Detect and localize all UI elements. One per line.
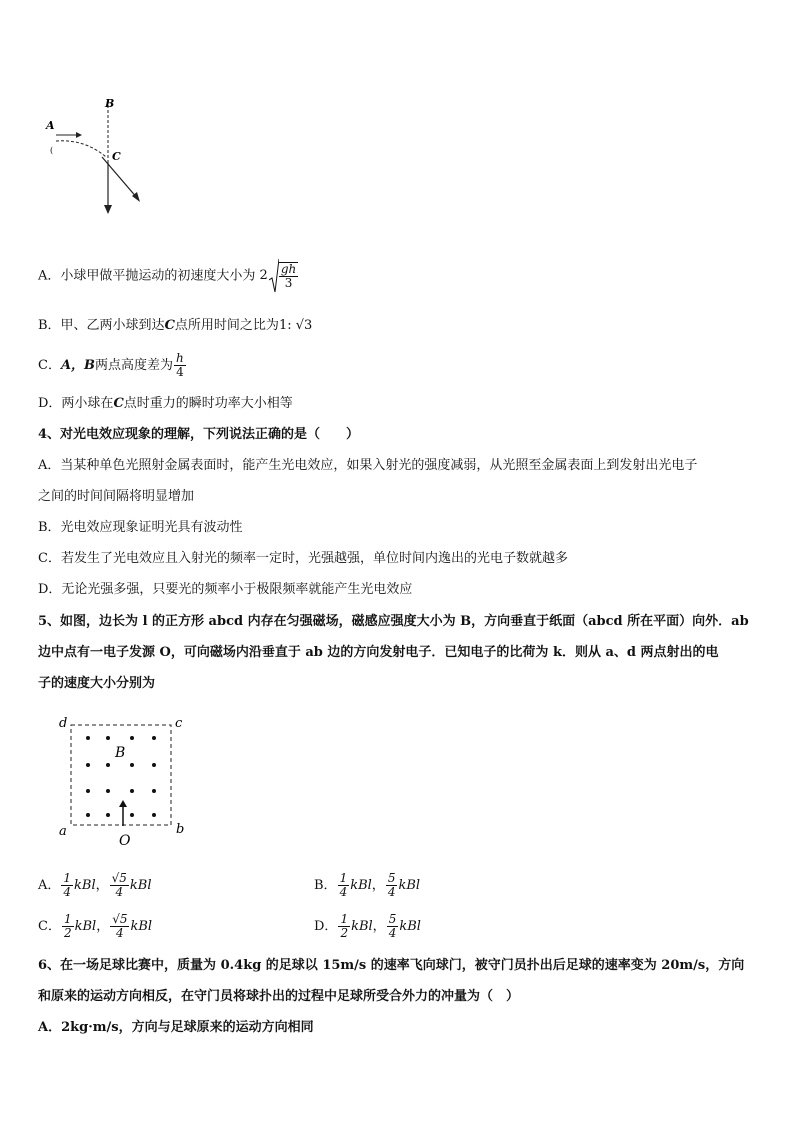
q3-option-b-text: B．甲、乙两小球到达 [38, 318, 165, 333]
q5-option-a [38, 872, 152, 899]
sep: ， [372, 919, 386, 934]
fig2-label-c: c [175, 716, 183, 731]
electron-arrow-head [119, 800, 127, 807]
q3-option-b [38, 318, 312, 334]
frac-1 [338, 872, 350, 899]
fig2-label-d: d [59, 716, 68, 731]
q3-option-b-tail: 点所用时间之比为 [174, 318, 279, 333]
q3-option-b-math: 1: √3 [278, 318, 313, 333]
kbl: kBl [129, 878, 152, 893]
kbl: kBl [350, 878, 372, 893]
kbl: kBl [130, 919, 153, 934]
q4-option-c: C．若发生了光电效应且入射光的频率一定时，光强越强，单位时间内逸出的光电子数就越多 [38, 551, 568, 566]
q5-stem-line2: 边中点有一电子发源 O，可向磁场内沿垂直于 ab 边的方向发射电子．已知电子的比荷为 k．则从 a、d 两点射出的电 [38, 645, 719, 660]
q3-option-d-text: D．两小球在 [38, 396, 114, 411]
frac-1 [61, 872, 73, 899]
frac-num: gh [280, 262, 297, 276]
q3-option-a-text: A．小球甲做平抛运动的初速度大小为 [38, 268, 256, 284]
den: 4 [63, 885, 72, 899]
q3-option-d [38, 396, 293, 412]
num: 5 [387, 871, 396, 885]
frac-2 [386, 872, 398, 899]
fig2-label-a: a [59, 824, 67, 839]
fig2-label-b: b [176, 822, 185, 837]
q5-option-d [314, 913, 421, 940]
q3-option-a-math [260, 258, 300, 294]
square-abcd [71, 725, 171, 825]
q3-option-c-tail: 两点高度差为 [95, 358, 174, 373]
den: 4 [115, 885, 124, 899]
q4-option-d: D．无论光强多强，只要光的频率小于极限频率就能产生光电效应 [38, 582, 413, 597]
kbl: kBl [398, 878, 421, 893]
q4-stem: 4、对光电效应现象的理解，下列说法正确的是（ ） [38, 427, 360, 442]
fig1-label-c: C [112, 150, 121, 163]
q3-option-c-label: C． [38, 358, 61, 373]
q5-option-b [314, 872, 420, 899]
projectile-figure [40, 95, 150, 220]
num: 1 [63, 871, 72, 885]
q6-stem-line2: 和原来的运动方向相反，在守门员将球扑出的过程中足球所受合外力的冲量为（ ） [38, 989, 520, 1004]
kbl: kBl [399, 919, 421, 934]
num: √5 [112, 912, 128, 926]
opt-label: B． [314, 878, 337, 893]
vertical-arrow-head [104, 205, 112, 214]
q5-stem-line1: 5、如图，边长为 l 的正方形 abcd 内存在匀强磁场，磁感应强度大小为 B，方向垂直于纸面（abcd 所在平面）向外．ab [38, 614, 749, 629]
kbl: kBl [74, 878, 96, 893]
q4-option-a-line1: A．当某种单色光照射金属表面时，能产生光电效应，如果入射光的强度减弱，从光照至金属表面上到发射出光电子 [38, 458, 698, 473]
kbl: kBl [351, 919, 373, 934]
frac-2 [110, 872, 129, 899]
fig2-label-O: O [119, 833, 131, 849]
q5-stem-line3: 子的速度大小分别为 [38, 676, 156, 691]
opt-label: D． [314, 919, 338, 934]
opt-label: C． [38, 919, 61, 934]
q3-option-c-frac [174, 352, 186, 379]
fig2-label-B: B [115, 745, 126, 761]
den: 4 [388, 926, 397, 940]
den: 2 [340, 926, 349, 940]
sep: ， [371, 878, 385, 893]
q6-option-a: A．2kg·m/s，方向与足球原来的运动方向相同 [38, 1020, 314, 1035]
den: 4 [387, 885, 396, 899]
frac-1 [338, 913, 350, 940]
frac-num: h [176, 351, 184, 365]
num: 1 [339, 871, 348, 885]
q4-option-b: B．光电效应现象证明光具有波动性 [38, 520, 243, 535]
q5-option-c [38, 913, 152, 940]
horizontal-arrow-head [76, 132, 82, 138]
sqrt-fraction [279, 262, 298, 290]
q4-option-a-line2: 之间的时间间隔将明显增加 [38, 489, 195, 504]
den: 4 [339, 885, 348, 899]
trajectory-curve [56, 141, 106, 157]
fig1-paren-mark: ( [50, 146, 54, 155]
sep: ， [96, 919, 110, 934]
q6-stem-line1: 6、在一场足球比赛中，质量为 0.4kg 的足球以 15m/s 的速率飞向球门，被守门员扑出后足球的速率变为 20m/s，方向 [38, 958, 745, 973]
kbl: kBl [74, 919, 97, 934]
frac-den: 3 [284, 276, 293, 290]
sep: ， [95, 878, 109, 893]
den: 4 [116, 926, 124, 940]
q3-option-a [38, 258, 299, 294]
num: 1 [63, 912, 72, 926]
magnetic-field-figure [55, 712, 195, 850]
fig1-label-a: A [46, 119, 55, 132]
frac-2 [110, 913, 129, 940]
num: √5 [111, 871, 127, 885]
num: 5 [388, 912, 397, 926]
den: 2 [63, 926, 72, 940]
q3-option-d-c: C [113, 396, 124, 411]
frac-den: 4 [176, 365, 184, 379]
fig1-label-b: B [105, 97, 115, 110]
opt-label: A． [38, 878, 61, 893]
sqrt-sign [269, 258, 279, 294]
q3-option-d-tail: 点时重力的瞬时功率大小相等 [123, 396, 293, 411]
coef: 2 [259, 268, 268, 283]
q3-option-c [38, 352, 187, 379]
num: 1 [340, 912, 349, 926]
frac-1 [62, 913, 74, 940]
q3-option-c-ab: A，B [60, 358, 96, 373]
q3-option-b-c: C [164, 318, 175, 333]
frac-2 [387, 913, 399, 940]
